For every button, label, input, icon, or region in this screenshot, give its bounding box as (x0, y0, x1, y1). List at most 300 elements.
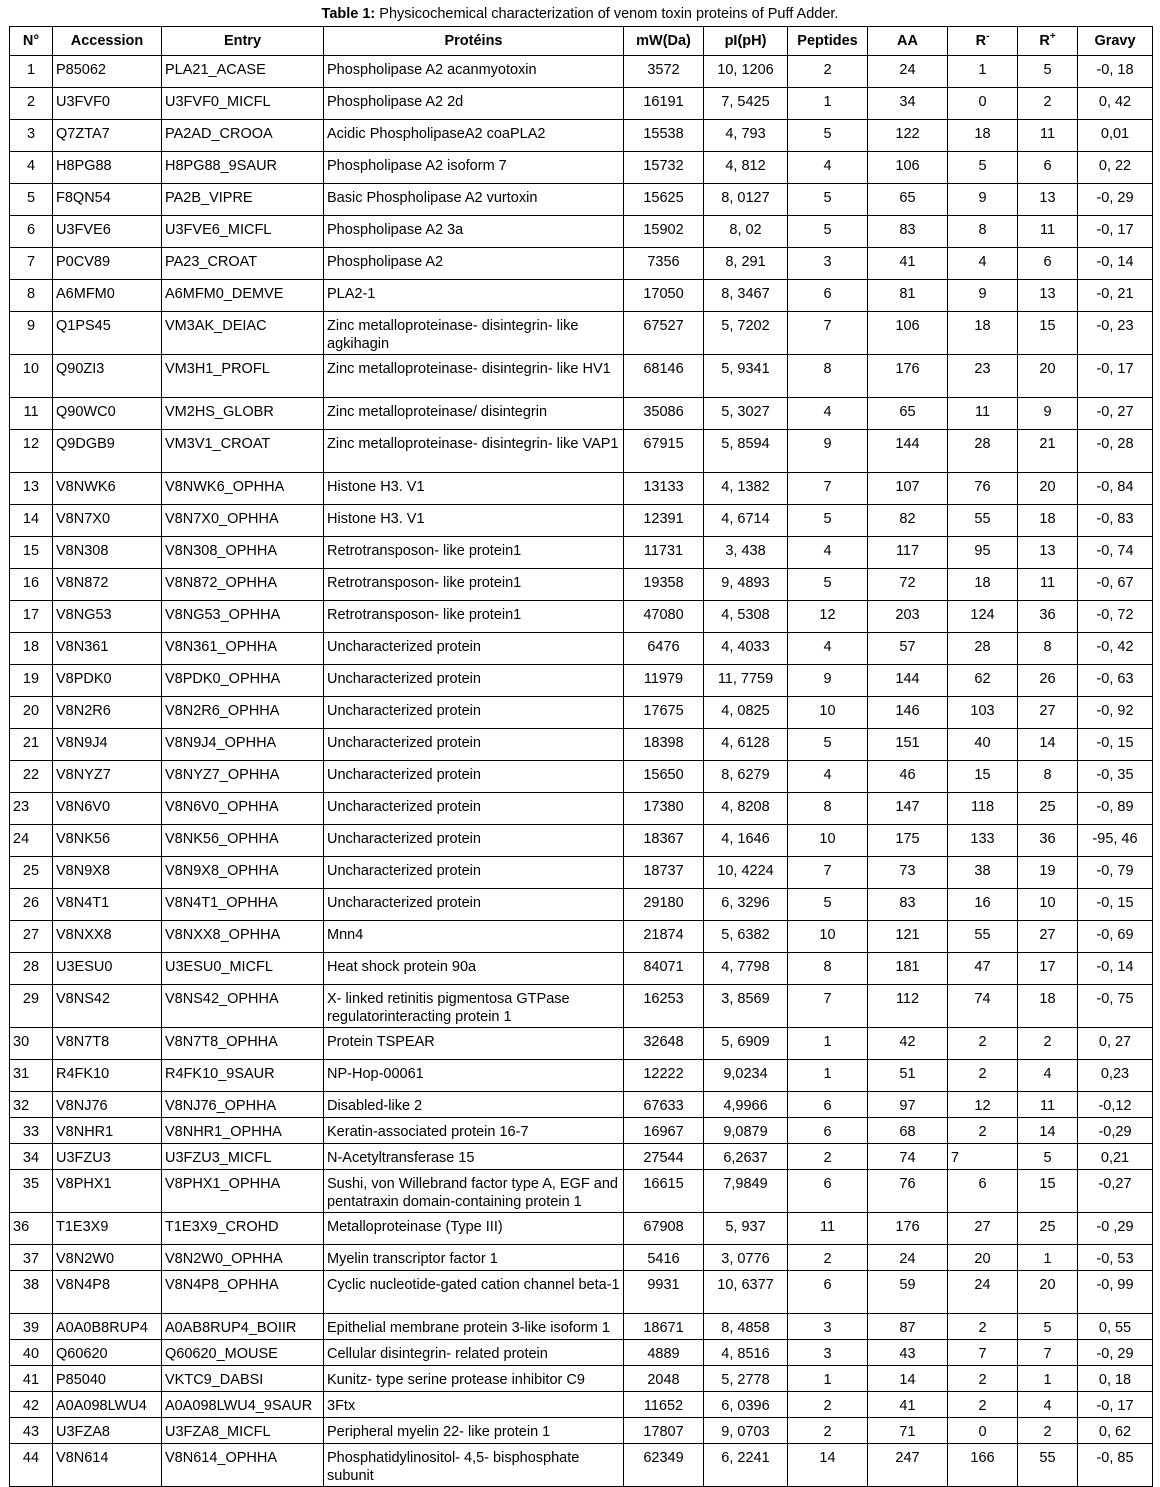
cell-gravy: -0,29 (1078, 1118, 1153, 1144)
cell-pi: 6, 0396 (704, 1392, 788, 1418)
cell-pi: 10, 1206 (704, 56, 788, 88)
cell-entry: A6MFM0_DEMVE (162, 280, 324, 312)
cell-peptides: 7 (788, 857, 868, 889)
cell-pi: 8, 02 (704, 216, 788, 248)
cell-entry: U3FVF0_MICFL (162, 88, 324, 120)
cell-pi: 9,0879 (704, 1118, 788, 1144)
cell-r-minus: 23 (948, 355, 1018, 398)
table-row (10, 1060, 1153, 1092)
cell-mw: 62349 (624, 1444, 704, 1487)
cell-aa: 68 (868, 1118, 948, 1144)
cell-pi: 5, 2778 (704, 1366, 788, 1392)
cell-pi: 6,2637 (704, 1144, 788, 1170)
cell-pi: 7,9849 (704, 1170, 788, 1213)
cell-entry: V8N6V0_OPHHA (162, 793, 324, 825)
cell-r-plus: 14 (1018, 729, 1078, 761)
cell-gravy: -0, 67 (1078, 569, 1153, 601)
cell-entry: A0A098LWU4_9SAUR (162, 1392, 324, 1418)
cell-gravy: -0, 21 (1078, 280, 1153, 312)
cell-gravy: -0, 28 (1078, 430, 1153, 473)
table-row (10, 473, 1153, 505)
cell-gravy: -0, 42 (1078, 633, 1153, 665)
cell-aa: 247 (868, 1444, 948, 1487)
table-row (10, 985, 1153, 1028)
cell-accession: V8NYZ7 (53, 761, 162, 793)
cell-accession: V8N2W0 (53, 1245, 162, 1271)
cell-entry: V8NJ76_OPHHA (162, 1092, 324, 1118)
cell-n: 36 (10, 1213, 53, 1245)
cell-protein: Retrotransposon- like protein1 (324, 569, 624, 601)
cell-aa: 147 (868, 793, 948, 825)
cell-r-minus: 8 (948, 216, 1018, 248)
cell-entry: PA23_CROAT (162, 248, 324, 280)
cell-gravy: -0, 15 (1078, 889, 1153, 921)
cell-r-minus: 15 (948, 761, 1018, 793)
cell-aa: 43 (868, 1340, 948, 1366)
cell-accession: R4FK10 (53, 1060, 162, 1092)
cell-protein: Uncharacterized protein (324, 665, 624, 697)
cell-gravy: 0, 42 (1078, 88, 1153, 120)
cell-n: 32 (10, 1092, 53, 1118)
cell-mw: 17807 (624, 1418, 704, 1444)
cell-peptides: 8 (788, 953, 868, 985)
cell-accession: Q90WC0 (53, 398, 162, 430)
cell-n: 7 (10, 248, 53, 280)
cell-peptides: 1 (788, 1366, 868, 1392)
cell-accession: P85062 (53, 56, 162, 88)
cell-accession: F8QN54 (53, 184, 162, 216)
cell-r-plus: 27 (1018, 697, 1078, 729)
cell-r-plus: 14 (1018, 1118, 1078, 1144)
cell-r-minus: 6 (948, 1170, 1018, 1213)
table-row (10, 398, 1153, 430)
cell-gravy: -0, 14 (1078, 248, 1153, 280)
cell-peptides: 4 (788, 398, 868, 430)
cell-r-minus: 55 (948, 505, 1018, 537)
cell-pi: 9, 4893 (704, 569, 788, 601)
cell-accession: V8N614 (53, 1444, 162, 1487)
table-row (10, 1213, 1153, 1245)
cell-peptides: 12 (788, 601, 868, 633)
cell-n: 34 (10, 1144, 53, 1170)
header-pi: pI(pH) (704, 27, 788, 56)
cell-peptides: 5 (788, 216, 868, 248)
table-row (10, 889, 1153, 921)
cell-mw: 15650 (624, 761, 704, 793)
cell-aa: 82 (868, 505, 948, 537)
cell-r-plus: 36 (1018, 601, 1078, 633)
cell-mw: 27544 (624, 1144, 704, 1170)
cell-protein: Sushi, von Willebrand factor type A, EGF and pentatraxin domain-containing protein 1 (324, 1170, 624, 1213)
table-row (10, 1444, 1153, 1487)
cell-aa: 181 (868, 953, 948, 985)
cell-entry: PLA21_ACASE (162, 56, 324, 88)
cell-n: 31 (10, 1060, 53, 1092)
cell-r-minus: 38 (948, 857, 1018, 889)
cell-gravy: -0, 75 (1078, 985, 1153, 1028)
cell-protein: Epithelial membrane protein 3-like isoform 1 (324, 1314, 624, 1340)
cell-gravy: -0,12 (1078, 1092, 1153, 1118)
cell-r-minus: 12 (948, 1092, 1018, 1118)
cell-aa: 106 (868, 152, 948, 184)
table-row (10, 56, 1153, 88)
cell-protein: N-Acetyltransferase 15 (324, 1144, 624, 1170)
cell-gravy: -95, 46 (1078, 825, 1153, 857)
cell-peptides: 9 (788, 665, 868, 697)
cell-aa: 117 (868, 537, 948, 569)
table-row (10, 665, 1153, 697)
cell-gravy: -0,27 (1078, 1170, 1153, 1213)
cell-entry: VM2HS_GLOBR (162, 398, 324, 430)
cell-n: 16 (10, 569, 53, 601)
cell-mw: 68146 (624, 355, 704, 398)
cell-aa: 81 (868, 280, 948, 312)
cell-accession: A0A0B8RUP4 (53, 1314, 162, 1340)
table-row (10, 953, 1153, 985)
cell-r-minus: 9 (948, 184, 1018, 216)
cell-entry: V8N4P8_OPHHA (162, 1271, 324, 1314)
cell-pi: 8, 3467 (704, 280, 788, 312)
cell-entry: R4FK10_9SAUR (162, 1060, 324, 1092)
cell-pi: 6, 2241 (704, 1444, 788, 1487)
cell-r-plus: 21 (1018, 430, 1078, 473)
table-row (10, 793, 1153, 825)
cell-r-plus: 25 (1018, 793, 1078, 825)
cell-pi: 3, 8569 (704, 985, 788, 1028)
cell-peptides: 1 (788, 1060, 868, 1092)
cell-accession: V8PDK0 (53, 665, 162, 697)
cell-r-minus: 27 (948, 1213, 1018, 1245)
table-row (10, 1271, 1153, 1314)
cell-aa: 34 (868, 88, 948, 120)
cell-r-minus: 28 (948, 633, 1018, 665)
cell-n: 4 (10, 152, 53, 184)
cell-peptides: 4 (788, 761, 868, 793)
cell-mw: 35086 (624, 398, 704, 430)
cell-protein: Cyclic nucleotide-gated cation channel beta-1 (324, 1271, 624, 1314)
cell-gravy: -0, 63 (1078, 665, 1153, 697)
cell-accession: U3FZA8 (53, 1418, 162, 1444)
cell-entry: V8NYZ7_OPHHA (162, 761, 324, 793)
cell-accession: V8N4P8 (53, 1271, 162, 1314)
table-row (10, 761, 1153, 793)
cell-n: 40 (10, 1340, 53, 1366)
cell-aa: 83 (868, 889, 948, 921)
cell-entry: PA2B_VIPRE (162, 184, 324, 216)
cell-protein: Basic Phospholipase A2 vurtoxin (324, 184, 624, 216)
cell-accession: U3FZU3 (53, 1144, 162, 1170)
cell-mw: 16615 (624, 1170, 704, 1213)
cell-aa: 14 (868, 1366, 948, 1392)
cell-protein: NP-Hop-00061 (324, 1060, 624, 1092)
table-row (10, 1144, 1153, 1170)
cell-mw: 11652 (624, 1392, 704, 1418)
cell-r-minus: 7 (948, 1340, 1018, 1366)
cell-r-plus: 2 (1018, 1028, 1078, 1060)
cell-mw: 84071 (624, 953, 704, 985)
cell-r-plus: 18 (1018, 985, 1078, 1028)
cell-pi: 4, 6128 (704, 729, 788, 761)
cell-accession: A0A098LWU4 (53, 1392, 162, 1418)
cell-r-plus: 20 (1018, 1271, 1078, 1314)
cell-n: 35 (10, 1170, 53, 1213)
cell-r-minus: 2 (948, 1118, 1018, 1144)
table-row (10, 921, 1153, 953)
cell-aa: 41 (868, 1392, 948, 1418)
cell-accession: V8NXX8 (53, 921, 162, 953)
cell-accession: V8NS42 (53, 985, 162, 1028)
cell-aa: 176 (868, 355, 948, 398)
cell-aa: 65 (868, 184, 948, 216)
cell-gravy: 0, 55 (1078, 1314, 1153, 1340)
cell-pi: 8, 0127 (704, 184, 788, 216)
cell-entry: V8N872_OPHHA (162, 569, 324, 601)
cell-accession: Q60620 (53, 1340, 162, 1366)
cell-r-minus: 40 (948, 729, 1018, 761)
cell-aa: 83 (868, 216, 948, 248)
cell-r-plus: 36 (1018, 825, 1078, 857)
cell-pi: 8, 6279 (704, 761, 788, 793)
cell-protein: Retrotransposon- like protein1 (324, 601, 624, 633)
cell-gravy: 0, 18 (1078, 1366, 1153, 1392)
cell-r-minus: 4 (948, 248, 1018, 280)
cell-pi: 5, 3027 (704, 398, 788, 430)
table-row (10, 1392, 1153, 1418)
cell-r-plus: 15 (1018, 1170, 1078, 1213)
cell-peptides: 4 (788, 633, 868, 665)
cell-n: 21 (10, 729, 53, 761)
cell-protein: Uncharacterized protein (324, 857, 624, 889)
cell-peptides: 2 (788, 1245, 868, 1271)
cell-accession: P85040 (53, 1366, 162, 1392)
cell-accession: Q7ZTA7 (53, 120, 162, 152)
cell-r-minus: 28 (948, 430, 1018, 473)
cell-peptides: 1 (788, 1028, 868, 1060)
cell-r-minus: 133 (948, 825, 1018, 857)
cell-r-minus: 16 (948, 889, 1018, 921)
cell-r-plus: 27 (1018, 921, 1078, 953)
cell-r-plus: 18 (1018, 505, 1078, 537)
cell-aa: 121 (868, 921, 948, 953)
cell-peptides: 8 (788, 793, 868, 825)
cell-n: 15 (10, 537, 53, 569)
cell-pi: 4, 793 (704, 120, 788, 152)
cell-n: 22 (10, 761, 53, 793)
table-row (10, 697, 1153, 729)
cell-peptides: 10 (788, 921, 868, 953)
table-body (10, 56, 1153, 1487)
cell-r-plus: 11 (1018, 1092, 1078, 1118)
cell-entry: V8PHX1_OPHHA (162, 1170, 324, 1213)
table-row (10, 152, 1153, 184)
cell-protein: Myelin transcriptor factor 1 (324, 1245, 624, 1271)
cell-mw: 15902 (624, 216, 704, 248)
cell-r-minus: 0 (948, 88, 1018, 120)
cell-peptides: 6 (788, 1092, 868, 1118)
cell-aa: 146 (868, 697, 948, 729)
cell-gravy: 0, 27 (1078, 1028, 1153, 1060)
cell-protein: Uncharacterized protein (324, 697, 624, 729)
caption-label: Table 1: (321, 6, 376, 22)
table-row (10, 505, 1153, 537)
table-row (10, 1118, 1153, 1144)
cell-entry: U3FZU3_MICFL (162, 1144, 324, 1170)
cell-protein: Peripheral myelin 22- like protein 1 (324, 1418, 624, 1444)
cell-gravy: 0, 62 (1078, 1418, 1153, 1444)
cell-n: 5 (10, 184, 53, 216)
cell-peptides: 14 (788, 1444, 868, 1487)
cell-r-plus: 11 (1018, 120, 1078, 152)
cell-pi: 5, 6382 (704, 921, 788, 953)
cell-pi: 5, 937 (704, 1213, 788, 1245)
cell-aa: 76 (868, 1170, 948, 1213)
table-row (10, 857, 1153, 889)
cell-accession: V8N2R6 (53, 697, 162, 729)
cell-gravy: -0 ,29 (1078, 1213, 1153, 1245)
cell-gravy: -0, 17 (1078, 216, 1153, 248)
cell-r-plus: 20 (1018, 473, 1078, 505)
cell-r-minus: 11 (948, 398, 1018, 430)
cell-aa: 97 (868, 1092, 948, 1118)
cell-entry: V8N4T1_OPHHA (162, 889, 324, 921)
cell-protein: Zinc metalloproteinase- disintegrin- like HV1 (324, 355, 624, 398)
cell-accession: V8NK56 (53, 825, 162, 857)
cell-pi: 4, 0825 (704, 697, 788, 729)
cell-protein: Uncharacterized protein (324, 825, 624, 857)
cell-gravy: -0, 15 (1078, 729, 1153, 761)
table-row (10, 601, 1153, 633)
header-accession: Accession (53, 27, 162, 56)
cell-pi: 4, 8516 (704, 1340, 788, 1366)
cell-aa: 106 (868, 312, 948, 355)
cell-gravy: -0, 69 (1078, 921, 1153, 953)
cell-gravy: -0, 23 (1078, 312, 1153, 355)
cell-r-minus: 7 (948, 1144, 1018, 1170)
cell-protein: Uncharacterized protein (324, 793, 624, 825)
cell-peptides: 6 (788, 1271, 868, 1314)
cell-entry: Q60620_MOUSE (162, 1340, 324, 1366)
cell-aa: 144 (868, 665, 948, 697)
cell-pi: 4, 8208 (704, 793, 788, 825)
cell-gravy: -0, 18 (1078, 56, 1153, 88)
data-table (9, 26, 1153, 1487)
cell-r-minus: 24 (948, 1271, 1018, 1314)
cell-r-minus: 9 (948, 280, 1018, 312)
table-row (10, 825, 1153, 857)
cell-peptides: 6 (788, 1170, 868, 1213)
cell-r-plus: 15 (1018, 312, 1078, 355)
cell-mw: 17380 (624, 793, 704, 825)
cell-n: 13 (10, 473, 53, 505)
cell-protein: Phospholipase A2 isoform 7 (324, 152, 624, 184)
cell-accession: P0CV89 (53, 248, 162, 280)
cell-mw: 12222 (624, 1060, 704, 1092)
cell-peptides: 3 (788, 248, 868, 280)
cell-n: 12 (10, 430, 53, 473)
table-row (10, 184, 1153, 216)
cell-entry: V8N2W0_OPHHA (162, 1245, 324, 1271)
cell-accession: V8NWK6 (53, 473, 162, 505)
cell-accession: T1E3X9 (53, 1213, 162, 1245)
cell-peptides: 5 (788, 120, 868, 152)
cell-n: 41 (10, 1366, 53, 1392)
header-peptides: Peptides (788, 27, 868, 56)
cell-r-plus: 11 (1018, 569, 1078, 601)
cell-entry: V8N7X0_OPHHA (162, 505, 324, 537)
cell-aa: 112 (868, 985, 948, 1028)
cell-mw: 15538 (624, 120, 704, 152)
cell-entry: A0AB8RUP4_BOIIR (162, 1314, 324, 1340)
cell-r-minus: 18 (948, 312, 1018, 355)
cell-n: 23 (10, 793, 53, 825)
cell-mw: 67915 (624, 430, 704, 473)
cell-peptides: 3 (788, 1340, 868, 1366)
cell-r-plus: 6 (1018, 248, 1078, 280)
table-row (10, 120, 1153, 152)
cell-n: 30 (10, 1028, 53, 1060)
cell-aa: 24 (868, 1245, 948, 1271)
caption-text: Physicochemical characterization of venom toxin proteins of Puff Adder. (375, 6, 839, 22)
cell-n: 28 (10, 953, 53, 985)
cell-aa: 203 (868, 601, 948, 633)
cell-entry: H8PG88_9SAUR (162, 152, 324, 184)
cell-aa: 175 (868, 825, 948, 857)
cell-accession: V8N361 (53, 633, 162, 665)
cell-gravy: 0,01 (1078, 120, 1153, 152)
header-aa: AA (868, 27, 948, 56)
cell-n: 38 (10, 1271, 53, 1314)
cell-pi: 10, 6377 (704, 1271, 788, 1314)
cell-mw: 16191 (624, 88, 704, 120)
cell-entry: VM3V1_CROAT (162, 430, 324, 473)
cell-protein: PLA2-1 (324, 280, 624, 312)
cell-entry: V8N614_OPHHA (162, 1444, 324, 1487)
cell-mw: 32648 (624, 1028, 704, 1060)
cell-entry: V8NXX8_OPHHA (162, 921, 324, 953)
cell-protein: Acidic PhospholipaseA2 coaPLA2 (324, 120, 624, 152)
cell-aa: 46 (868, 761, 948, 793)
cell-r-minus: 76 (948, 473, 1018, 505)
cell-n: 43 (10, 1418, 53, 1444)
cell-entry: V8NS42_OPHHA (162, 985, 324, 1028)
cell-mw: 3572 (624, 56, 704, 88)
cell-pi: 6, 3296 (704, 889, 788, 921)
cell-entry: V8NHR1_OPHHA (162, 1118, 324, 1144)
cell-peptides: 7 (788, 312, 868, 355)
cell-mw: 21874 (624, 921, 704, 953)
table-row (10, 1418, 1153, 1444)
cell-mw: 15732 (624, 152, 704, 184)
cell-pi: 3, 0776 (704, 1245, 788, 1271)
cell-n: 33 (10, 1118, 53, 1144)
cell-r-minus: 18 (948, 569, 1018, 601)
cell-aa: 59 (868, 1271, 948, 1314)
cell-peptides: 2 (788, 1144, 868, 1170)
header-row (10, 27, 1153, 56)
cell-r-plus: 13 (1018, 537, 1078, 569)
cell-mw: 18367 (624, 825, 704, 857)
cell-r-plus: 5 (1018, 1144, 1078, 1170)
table-row (10, 1092, 1153, 1118)
cell-accession: Q1PS45 (53, 312, 162, 355)
table-row (10, 633, 1153, 665)
cell-peptides: 2 (788, 1418, 868, 1444)
cell-entry: V8N7T8_OPHHA (162, 1028, 324, 1060)
cell-r-plus: 13 (1018, 280, 1078, 312)
table-row (10, 355, 1153, 398)
table-row (10, 1170, 1153, 1213)
cell-gravy: 0,23 (1078, 1060, 1153, 1092)
